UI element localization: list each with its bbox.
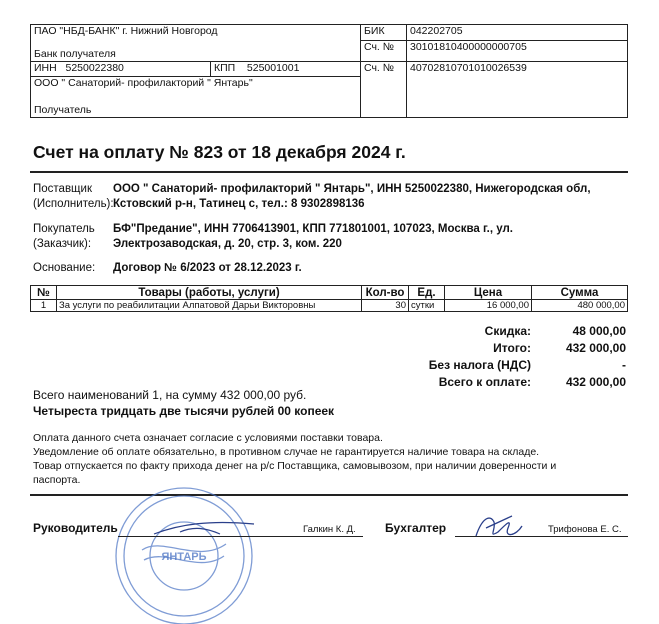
title-divider <box>30 171 628 173</box>
discount-value: 48 000,00 <box>572 324 626 338</box>
due-value: 432 000,00 <box>565 375 626 389</box>
row-price: 16 000,00 <box>445 300 532 312</box>
row-sum: 480 000,00 <box>532 300 628 312</box>
col-header-price: Цена <box>445 286 532 300</box>
accountant-signature-icon <box>468 508 528 544</box>
items-header-row <box>31 286 628 300</box>
col-header-sum: Сумма <box>532 286 628 300</box>
buyer-line2: Электрозаводская, д. 20, стр. 3, ком. 220 <box>113 238 342 250</box>
col-header-number: № <box>31 286 57 300</box>
account-value: 40702810701010026539 <box>407 62 628 118</box>
due-label: Всего к оплате: <box>438 375 531 389</box>
bank-name-cell <box>31 25 361 62</box>
supplier-line1: ООО " Санаторий- профилакторий " Янтарь", ИНН 5250022380, Нижегородская обл, <box>113 183 591 195</box>
buyer-value <box>113 222 628 252</box>
row-unit: сутки <box>409 300 445 312</box>
note-line: Товар отпускается по факту прихода денег на р/с Поставщика, самовывозом, при наличии доверенности и <box>33 460 557 472</box>
col-header-unit: Ед. <box>409 286 445 300</box>
vat-label: Без налога (НДС) <box>428 358 531 372</box>
col-header-qty: Кол-во <box>362 286 409 300</box>
supplier-label-line2: (Исполнитель): <box>33 198 114 210</box>
recipient-name: ООО " Санаторий- профилакторий " Янтарь" <box>34 77 253 89</box>
bik-value: 042202705 <box>407 25 628 41</box>
basis-value: Договор № 6/2023 от 28.12.2023 г. <box>113 262 302 274</box>
row-goods: За услуги по реабилитации Алпатовой Дарьи Викторовны <box>57 300 362 312</box>
recipient-label: Получатель <box>34 104 92 116</box>
buyer-label-line1: Покупатель <box>33 223 95 235</box>
recipient-cell <box>31 77 361 118</box>
supplier-label-line1: Поставщик <box>33 183 92 195</box>
supplier-label <box>33 182 114 212</box>
corr-account-label: Сч. № <box>361 41 407 62</box>
buyer-label-line2: (Заказчик): <box>33 238 92 250</box>
company-stamp <box>100 474 268 624</box>
amount-in-words: Четыреста тридцать две тысячи рублей 00 копеек <box>33 404 335 418</box>
totals-labels <box>429 323 531 391</box>
bik-label: БИК <box>361 25 407 41</box>
head-label: Руководитель <box>33 521 118 535</box>
items-count-line: Всего наименований 1, на сумму 432 000,00 руб. <box>33 388 307 402</box>
total-label: Итого: <box>493 341 531 355</box>
note-line: паспорта. <box>33 474 81 486</box>
discount-label: Скидка: <box>484 324 531 338</box>
accountant-label: Бухгалтер <box>385 521 447 535</box>
stamp-center-text: ЯНТАРЬ <box>161 551 207 563</box>
table-row <box>31 300 628 312</box>
supplier-value <box>113 182 628 212</box>
kpp-label: КПП <box>214 62 236 74</box>
corr-account-value: 30101810400000000705 <box>407 41 628 62</box>
inn-cell <box>31 62 211 77</box>
bank-details-table <box>30 24 628 118</box>
buyer-label <box>33 222 95 252</box>
note-line: Оплата данного счета означает согласие с условиями поставки товара. <box>33 432 383 444</box>
head-name: Галкин К. Д. <box>303 524 356 535</box>
inn-value: 5250022380 <box>65 62 124 74</box>
head-signature-icon <box>150 512 260 542</box>
kpp-cell <box>211 62 361 77</box>
inn-label: ИНН <box>34 62 57 74</box>
kpp-value: 525001001 <box>246 62 300 74</box>
row-qty: 30 <box>362 300 409 312</box>
account-label: Сч. № <box>361 62 407 118</box>
supplier-line2: Кстовский р-н, Татинец с, тел.: 8 9302898136 <box>113 198 365 210</box>
bank-label: Банк получателя <box>34 48 116 60</box>
buyer-line1: БФ"Предание", ИНН 7706413901, КПП 771801001, 107023, Москва г., ул. <box>113 223 513 235</box>
total-value: 432 000,00 <box>565 341 626 355</box>
note-line: Уведомление об оплате обязательно, в противном случае не гарантируется наличие товара на складе. <box>33 446 540 458</box>
invoice-title: Счет на оплату № 823 от 18 декабря 2024 г. <box>33 142 406 162</box>
accountant-name: Трифонова Е. С. <box>548 524 622 535</box>
vat-value: - <box>622 358 626 372</box>
totals-values <box>566 323 626 391</box>
items-table <box>30 285 628 312</box>
basis-label: Основание: <box>33 262 96 274</box>
row-number: 1 <box>31 300 57 312</box>
bank-name: ПАО "НБД-БАНК" г. Нижний Новгород <box>34 25 218 37</box>
col-header-goods: Товары (работы, услуги) <box>57 286 362 300</box>
